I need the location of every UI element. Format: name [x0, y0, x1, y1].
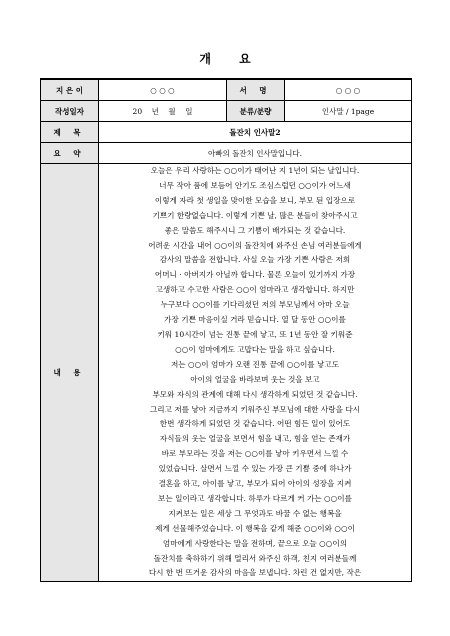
subject-value[interactable]: 돌잔치 인사말2: [99, 122, 412, 143]
content-line: 부모와 자식의 관계에 대해 다시 생각하게 되었던 것 같습니다.: [152, 389, 358, 399]
category-value[interactable]: 인사말 / 1page: [285, 101, 412, 122]
content-line: 한번 생각하게 되었던 것 같습니다. 어떤 힘든 일이 있어도: [159, 419, 351, 429]
subject-label: [41, 122, 99, 143]
subject-label-text: 제 목: [53, 127, 86, 137]
date-value[interactable]: [99, 101, 227, 122]
reviewer-value[interactable]: ○ ○ ○: [285, 79, 412, 101]
content-line: 아이의 얼굴을 바라보며 웃는 것을 보고: [190, 374, 320, 384]
reviewer-label-text: 서 명: [239, 85, 272, 95]
content-line: ○○이 엄마에게도 고맙다는 말을 하고 싶습니다.: [175, 344, 335, 354]
content-line: 그리고 저를 낳아 지금까지 키워주신 부모님에 대한 사랑을 다시: [149, 404, 361, 414]
content-line: 고생하고 수고한 사람은 ○○이 엄마라고 생각합니다. 하지만: [155, 285, 355, 295]
content-line: 있었습니다. 살면서 느낄 수 있는 가장 큰 기쁨 중에 하나가: [158, 464, 352, 474]
category-label: 분류/분량: [227, 101, 285, 122]
document-title: [0, 50, 450, 67]
content-line: 결혼을 하고, 아이를 낳고, 부모가 되어 아이의 성장을 지켜: [158, 479, 352, 489]
content-label-text: 내 용: [53, 368, 86, 378]
date-value-text: 20 년 월 일: [132, 106, 193, 116]
content-row: [41, 164, 412, 582]
summary-label-text: 요 약: [53, 148, 86, 158]
content-line: 감사의 말씀을 전합니다. 사실 오늘 가장 기쁜 사람은 저희: [159, 255, 351, 265]
summary-label: [41, 143, 99, 164]
writer-row: [41, 79, 412, 101]
title-char-1: 개: [199, 52, 211, 66]
content-line: 엄마에게 사랑한다는 말을 전하며, 끝으로 오늘 ○○이의: [162, 538, 348, 548]
summary-row: [41, 143, 412, 164]
info-form-table: [40, 78, 412, 582]
subject-row: [41, 122, 412, 143]
content-line: 가장 기쁜 마음이실 거라 믿습니다. 열 달 동안 ○○이를: [164, 315, 346, 325]
content-text: [99, 164, 411, 581]
content-label: [41, 164, 99, 582]
title-char-2: 요: [239, 52, 251, 66]
writer-label: 지 은 이: [41, 79, 99, 101]
content-line: 지켜보는 일은 세상 그 무엇과도 바꿀 수 없는 행복을: [168, 508, 342, 518]
content-line: 바로 부모라는 것을 저는 ○○이를 낳아 키우면서 느낄 수: [161, 449, 349, 459]
content-line: 키워 10시간이 넘는 진통 끝에 낳고, 또 1년 동안 잘 키워준: [157, 329, 353, 339]
content-line: 누구보다 ○○이를 기다리셨던 저의 부모님께서 아마 오늘: [160, 300, 350, 310]
content-line: 돌잔치를 축하하기 위해 멀리서 와주신 하객, 친지 여러분들께: [153, 553, 357, 563]
content-line: 오늘은 우리 사랑하는 ○○이가 태어난 지 1년이 되는 날입니다.: [150, 166, 360, 175]
content-line: 이렇게 자라 첫 생일을 맞이한 모습을 보니, 부모 된 입장으로: [154, 195, 356, 205]
content-line: 다시 한 번 뜨거운 감사의 마음을 보냅니다. 차린 건 없지만, 작은: [148, 568, 362, 578]
date-label: 작성일자: [41, 101, 99, 122]
content-body[interactable]: [99, 164, 412, 582]
summary-value[interactable]: 아빠의 돌잔치 인사말입니다.: [99, 143, 412, 164]
writer-value[interactable]: ○ ○ ○: [99, 79, 227, 101]
content-line: 기쁘기 한량없습니다. 이렇게 기쁜 날, 많은 분들이 찾아주시고: [152, 210, 358, 220]
content-line: 보는 일이라고 생각합니다. 하루가 다르게 커 가는 ○○이를: [158, 493, 352, 503]
content-line: 저는 ○○이 엄마가 오랜 진통 끝에 ○○이를 낳고도: [170, 359, 340, 369]
content-line: 너무 작아 품에 보듬어 안기도 조심스럽던 ○○이가 어느새: [159, 180, 351, 190]
date-row: [41, 101, 412, 122]
content-line: 좋은 말씀도 해주시니 그 기쁨이 배가되는 것 같습니다.: [164, 225, 346, 235]
content-line: 제게 선물해주었습니다. 이 행복을 같게 해준 ○○이와 ○○이: [155, 523, 355, 533]
content-line: 어머니 · 아버지가 아닐까 합니다. 물론 오늘이 있기까지 가장: [154, 270, 356, 280]
reviewer-label: [227, 79, 285, 101]
content-line: 어려운 시간을 내어 ○○이의 돌잔치에 와주신 손님 여러분들에게: [148, 240, 362, 250]
content-line: 자식들의 웃는 얼굴을 보면서 힘을 내고, 힘을 얻는 존재가: [159, 434, 351, 444]
